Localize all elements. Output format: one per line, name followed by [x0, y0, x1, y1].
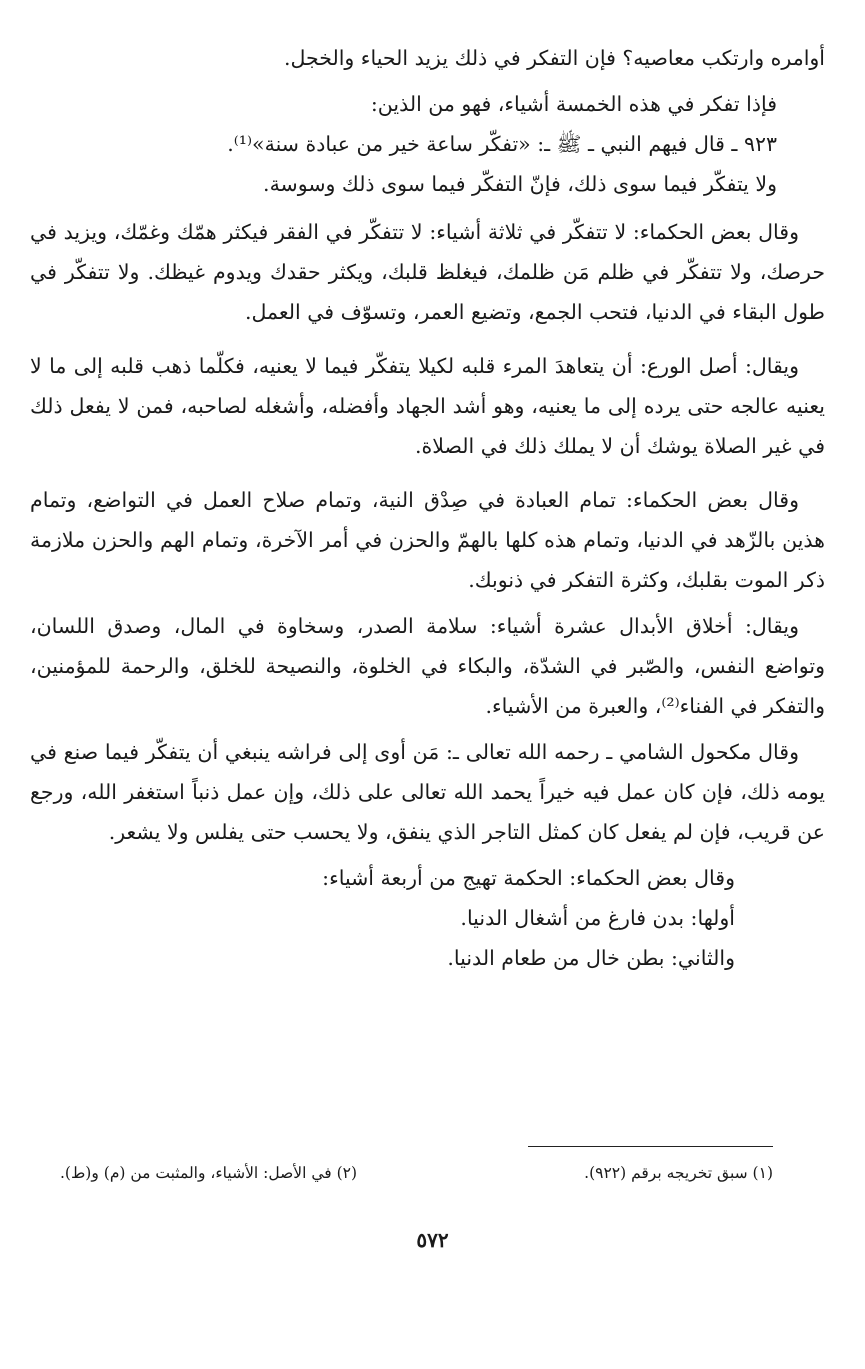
paragraph-5: ويقال: أصل الورع: أن يتعاهدَ المرء قلبه لكيلا يتفكّر فيما لا يعنيه، فكلّما ذهب قلبه إلى ما لا يعنيه عالجه حتى يرده إلى ما يعنيه، وهو أشد الجهاد وأفضله، وأشغله لصاحبه، فمن لا يفعل ذلك في غير الصلاة يوشك أن لا يملك ذلك في الصلاة.	[30, 354, 825, 458]
paragraph-8: وقال مكحول الشامي ـ رحمه الله تعالى ـ: مَن أوى إلى فراشه ينبغي أن يتفكّر فيما صنع في يومه ذلك، فإن كان عمل فيه خيراً يحمد الله تعالى على ذلك، وإن عمل ذنباً استغفر الله، ورجع عن قريب، فإن لم يفعل كان كمثل التاجر الذي ينفق، ولا يحسب حتى يفلس ولا يشعر.	[30, 740, 825, 844]
paragraph-7: ويقال: أخلاق الأبدال عشرة أشياء: سلامة الصدر، وسخاوة في المال، وصدق اللسان، وتواضع النفس، والصّبر في الشدّة، والبكاء في الخلوة، والنصيحة للخلق، والرحمة للمؤمنين، والتفكر في الفناء⁽²⁾، والعبرة من الأشياء.	[30, 614, 825, 718]
paragraph-4: وقال بعض الحكماء: لا تتفكّر في ثلاثة أشياء: لا تتفكّر في الفقر فيكثر همّك وغمّك، ويزيد في حرصك، ولا تتفكّر في ظلم مَن ظلمك، فيغلظ قلبك، ويكثر حقدك ويدوم غيظك. ولا تتفكّر في طول البقاء في الدنيا، فتحب الجمع، وتضيع العمر، وتسوّف في العمل.	[30, 220, 825, 324]
paragraph-3: ولا يتفكّر فيما سوى ذلك، فإنّ التفكّر فيما سوى ذلك وسوسة.	[263, 172, 777, 196]
paragraph-0: أوامره وارتكب معاصيه؟ فإن التفكر في ذلك يزيد الحياء والخجل.	[283, 46, 825, 70]
paragraph-11: والثاني: بطن خال من طعام الدنيا.	[447, 946, 735, 970]
paragraph-1: فإذا تفكر في هذه الخمسة أشياء، فهو من الذين:	[370, 92, 777, 116]
paragraph-6: وقال بعض الحكماء: تمام العبادة في صِدْق النية، وتمام صلاح العمل في التواضع، وتمام هذين بالزّهد في الدنيا، وتمام هذه كلها بالهمّ والحزن في أمر الآخرة، وتمام الهم والحزن ملازمة ذكر الموت بقلبك، وكثرة التفكر في ذنوبك.	[30, 488, 825, 592]
hadith-923: ٩٢٣ ـ قال فيهم النبي ـ ﷺ ـ: «تفكّر ساعة خير من عبادة سنة»⁽¹⁾.	[227, 132, 777, 156]
footnotes	[60, 1164, 773, 1182]
footnote-2: (٢) في الأصل: الأشياء، والمثبت من (م) و(ط).	[60, 1164, 358, 1182]
main-text	[30, 38, 825, 978]
paragraph-10: أولها: بدن فارغ من أشغال الدنيا.	[460, 906, 735, 930]
footnote-divider	[528, 1146, 773, 1147]
paragraph-9: وقال بعض الحكماء: الحكمة تهيج من أربعة أشياء:	[322, 866, 735, 890]
footnote-1: (١) سبق تخريجه برقم (٩٢٢).	[584, 1164, 773, 1182]
page-number: ٥٧٢	[416, 1228, 449, 1252]
